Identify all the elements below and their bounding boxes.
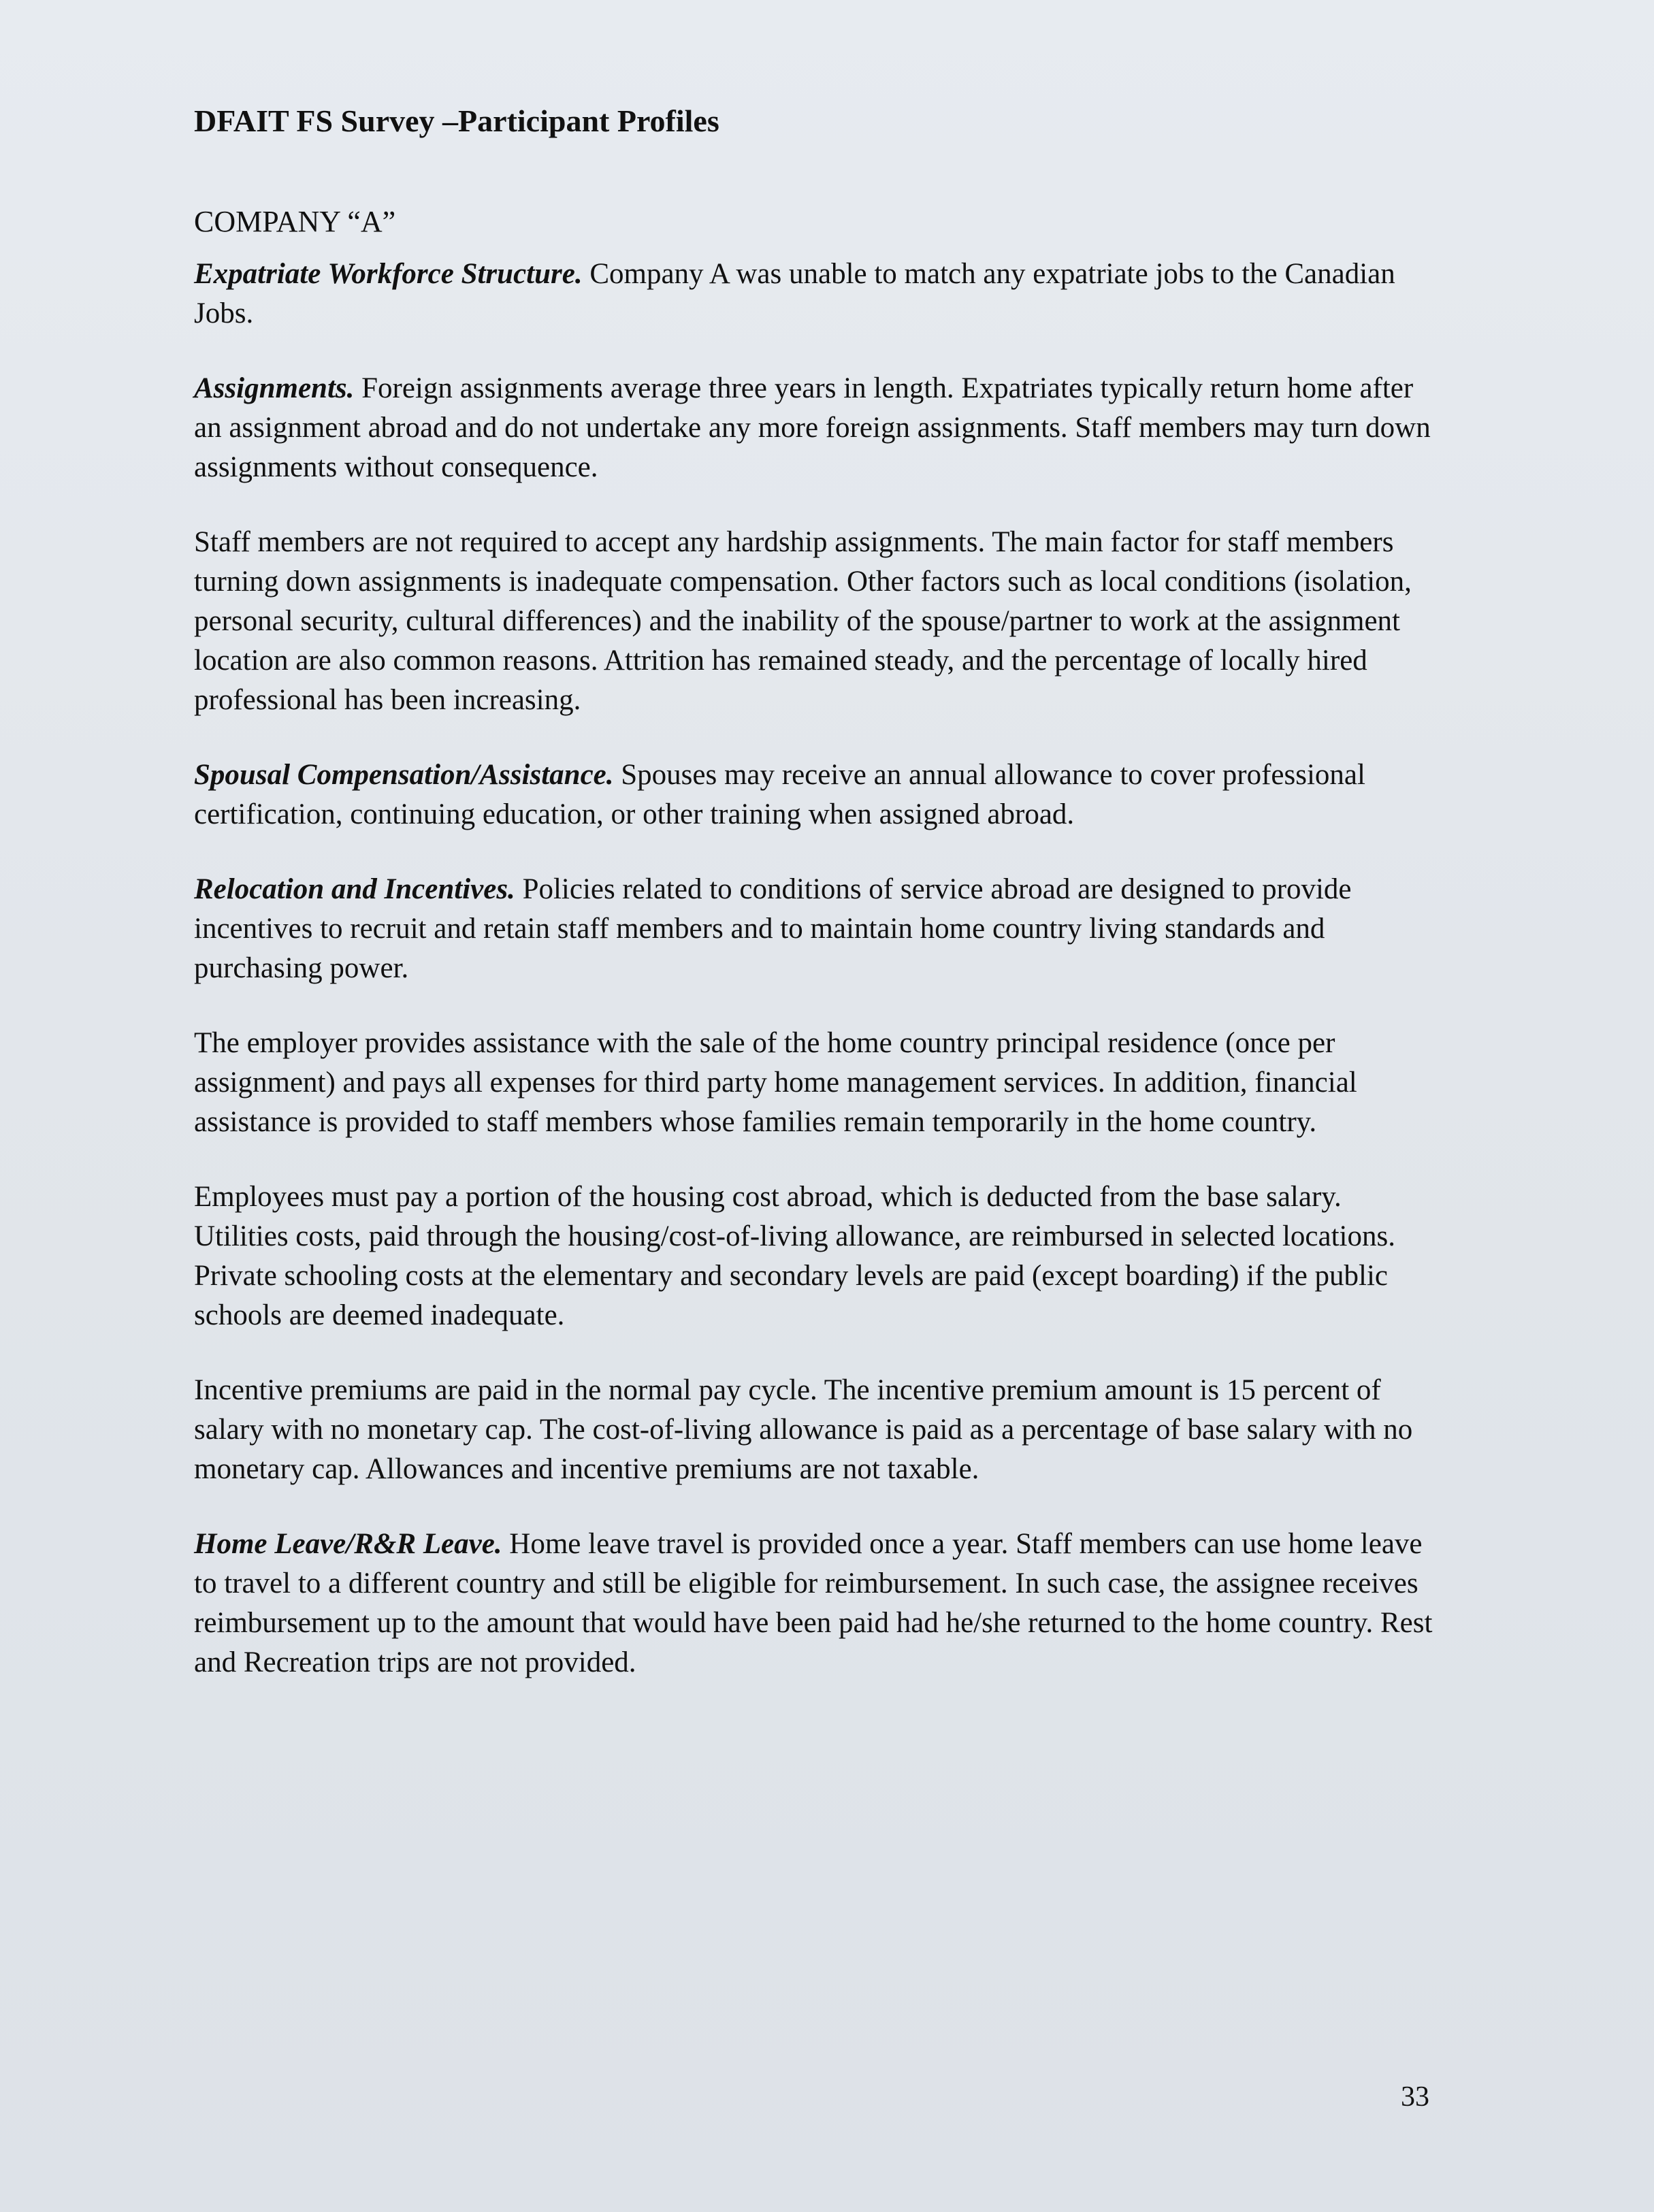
paragraph-text: The employer provides assistance with the sale of the home country principal residence (once per assignment) and pays all expenses for third party home management services. In addition, financial assistance is provided to staff members whose families remain temporarily in the home country. [194, 1027, 1357, 1138]
paragraph-lead: Spousal Compensation/Assistance. [194, 759, 614, 791]
paragraph-text: Staff members are not required to accept any hardship assignments. The main factor for staff members turning down assignments is inadequate compensation. Other factors such as local conditions (isolation, personal security, cultural differences) and the inability of the spouse/partner to work at the assignment location are also common reasons. Attrition has remained steady, and the percentage of locally hired professional has been increasing. [194, 526, 1412, 716]
paragraph-assignments [194, 369, 1440, 487]
paragraph-text: Policies related to conditions of service abroad are designed to provide incentives to recruit and retain staff members and to maintain home country living standards and purchasing power. [194, 873, 1352, 984]
paragraph-relocation-incentives [194, 870, 1440, 988]
paragraph-lead: Expatriate Workforce Structure. [194, 258, 583, 290]
paragraph-hardship-assignments [194, 523, 1440, 720]
paragraph-text: Spouses may receive an annual allowance to cover professional certification, continuing education, or other training when assigned abroad. [194, 759, 1365, 830]
paragraph-text: Incentive premiums are paid in the normal pay cycle. The incentive premium amount is 15 percent of salary with no monetary cap. The cost-of-living allowance is paid as a percentage of base salary with no monetary cap. Allowances and incentive premiums are not taxable. [194, 1374, 1413, 1485]
paragraph-home-leave [194, 1525, 1440, 1682]
page-title: DFAIT FS Survey –Participant Profiles [194, 103, 719, 138]
paragraph-spousal-compensation [194, 755, 1440, 834]
paragraph-expatriate-workforce-structure [194, 255, 1440, 334]
document-content [194, 102, 1440, 1682]
page-number: 33 [1401, 2081, 1429, 2113]
paragraph-lead: Home Leave/R&R Leave. [194, 1528, 502, 1560]
company-heading: COMPANY “A” [194, 205, 396, 238]
paragraph-home-residence-assistance [194, 1024, 1440, 1142]
paragraph-text: Company A was unable to match any expatriate jobs to the Canadian Jobs. [194, 258, 1395, 329]
paragraph-housing-cost [194, 1177, 1440, 1335]
paragraph-text: Foreign assignments average three years in length. Expatriates typically return home after an assignment abroad and do not undertake any more foreign assignments. Staff members may turn down assignments without consequence. [194, 372, 1431, 483]
paragraph-text: Home leave travel is provided once a year. Staff members can use home leave to travel to a different country and still be eligible for reimbursement. In such case, the assignee receives reimbursement up to the amount that would have been paid had he/she returned to the home country. Rest and Recreation trips are not provided. [194, 1528, 1433, 1678]
paragraph-incentive-premiums [194, 1371, 1440, 1489]
paragraph-lead: Relocation and Incentives. [194, 873, 515, 905]
paragraph-lead: Assignments. [194, 372, 355, 404]
paragraph-text: Employees must pay a portion of the housing cost abroad, which is deducted from the base salary. Utilities costs, paid through the housing/cost-of-living allowance, are reimbursed in selected locations. Private schooling costs at the elementary and secondary levels are paid (except boarding) if the public schools are deemed inadequate. [194, 1181, 1395, 1331]
